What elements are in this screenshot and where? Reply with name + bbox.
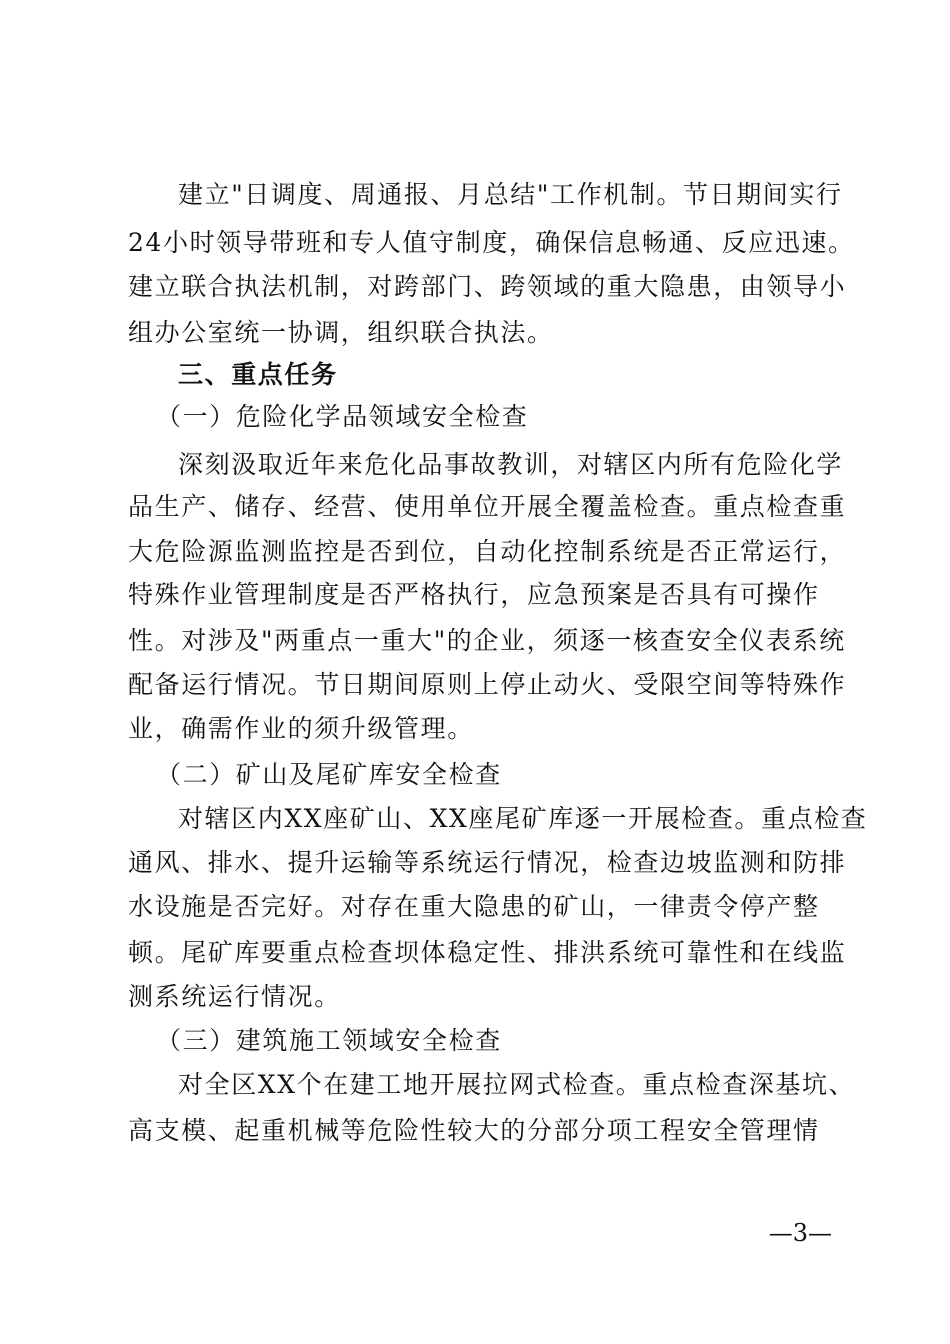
paragraph-line: 对辖区内XX座矿山、XX座尾矿库逐一开展检查。重点检查 [178, 804, 868, 833]
paragraph-line: 水设施是否完好。对存在重大隐患的矿山，一律责令停产整 [128, 892, 820, 921]
paragraph-line: 品生产、储存、经营、使用单位开展全覆盖检查。重点检查重 [128, 492, 847, 521]
subsection-heading: （三）建筑施工领域安全检查 [156, 1026, 502, 1055]
paragraph-line: 对全区XX个在建工地开展拉网式检查。重点检查深基坑、 [178, 1070, 856, 1099]
subsection-heading: （一）危险化学品领域安全检查 [156, 402, 529, 431]
paragraph-line: 组办公室统一协调，组织联合执法。 [128, 318, 554, 347]
paragraph-line: 建立"日调度、周通报、月总结"工作机制。节日期间实行 [178, 180, 843, 209]
paragraph-line: 大危险源监测监控是否到位，自动化控制系统是否正常运行， [128, 537, 847, 566]
paragraph-line: 高支模、起重机械等危险性较大的分部分项工程安全管理情 [128, 1116, 820, 1145]
paragraph-line: 顿。尾矿库要重点检查坝体稳定性、排洪系统可靠性和在线监 [128, 938, 847, 967]
paragraph-line: 性。对涉及"两重点一重大"的企业，须逐一核查安全仪表系统 [128, 626, 846, 655]
subsection-heading: （二）矿山及尾矿库安全检查 [156, 760, 502, 789]
paragraph-line: 特殊作业管理制度是否严格执行，应急预案是否具有可操作 [128, 580, 820, 609]
paragraph-line: 测系统运行情况。 [128, 982, 341, 1011]
paragraph-line: 配备运行情况。节日期间原则上停止动火、受限空间等特殊作 [128, 670, 847, 699]
paragraph-line: 深刻汲取近年来危化品事故教训，对辖区内所有危险化学 [178, 450, 844, 479]
paragraph-line: 24小时领导带班和专人值守制度，确保信息畅通、反应迅速。 [128, 228, 855, 257]
section-heading: 三、重点任务 [178, 360, 338, 389]
paragraph-line: 建立联合执法机制，对跨部门、跨领域的重大隐患，由领导小 [128, 272, 847, 301]
page-number: —3— [768, 1219, 832, 1247]
paragraph-line: 通风、排水、提升运输等系统运行情况，检查边坡监测和防排 [128, 848, 847, 877]
paragraph-line: 业，确需作业的须升级管理。 [128, 714, 474, 743]
